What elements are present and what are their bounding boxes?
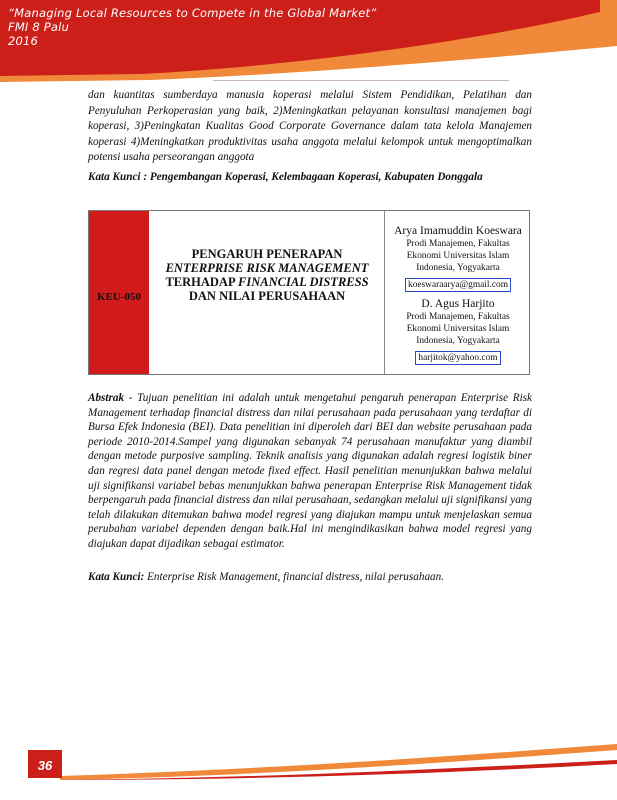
conference-header [8, 6, 376, 48]
keywords-text: Enterprise Risk Management, financial distress, nilai perusahaan. [144, 571, 445, 583]
title-line-2: ENTERPRISE RISK MANAGEMENT [165, 261, 369, 275]
abstract-label: Abstrak [88, 392, 125, 404]
abstract-text: - Tujuan penelitian ini adalah untuk mengetahui pengaruh penerapan Enterprise Risk Management terhadap financial distress dan nilai perusahaan pada perusahaan yang terdaftar di Bursa Efek Indonesia (BEI). Data penelitian ini diperoleh dari BEI dan website perusahaan pada periode 2010-2014.Sampel yang digunakan sebanyak 74 perusahaan manufaktur yang diambil dengan metode purposive sampling. Teknik analisis yang digunakan adalah regresi logistik biner dan regresi data panel dengan metode fixed effect. Hasil penelitian menunjukkan bahwa melalui uji signifikansi variabel bebas menunjukkan bahwa penerapan Enterprise Risk Management tidak berpengaruh pada financial distress dan nilai perusahaan, sedangkan melalui uji signifikansi yang telah dilakukan ditemukan bahwa model regresi yang diajukan mampu untuk menjelaskan semua perubahan variabel dependen dengan baik.Hal ini mengindikasikan bahwa model regresi yang diajukan dapat dijadikan sebagai estimator. [88, 392, 532, 550]
previous-abstract-continuation: dan kuantitas sumberdaya manusia koperasi melalui Sistem Pendidikan, Pelatihan dan Penyuluhan Perkoperasian yang baik, 2)Meningkatkan pelayanan konsultasi manajemen bagi koperasi, 3)Peningkatan Kualitas Good Corporate Governance dalam tata kelola Manajemen koperasi 4)Meningkatkan produktivitas usaha anggota melalui kelompok untuk mengoptimalkan potensi usaha perseorangan anggota [88, 89, 532, 163]
title-line-3-a: TERHADAP [165, 275, 239, 289]
author-email-link[interactable]: harjitok@yahoo.com [415, 351, 500, 365]
keywords-label: Kata Kunci: [88, 571, 145, 583]
author-name: Arya Imamuddin Koeswara [394, 225, 522, 237]
title-line-3 [157, 275, 377, 289]
author-affiliation: Prodi Manajemen, Fakultas [406, 312, 510, 322]
title-line-1: PENGARUH PENERAPAN [191, 247, 343, 261]
title-line-4: DAN NILAI PERUSAHAAN [188, 289, 346, 303]
column-divider [384, 211, 385, 374]
author-affiliation: Prodi Manajemen, Fakultas [406, 239, 510, 249]
author-name: D. Agus Harjito [421, 298, 495, 310]
page-number: 36 [37, 758, 53, 773]
author-block [387, 298, 529, 365]
paper-title [157, 247, 377, 303]
author-email-link[interactable]: koeswaraarya@gmail.com [405, 278, 511, 292]
footer-swoosh [0, 740, 617, 780]
paper-code-cell [89, 211, 149, 374]
author-affiliation: Ekonomi Universitas Islam [406, 324, 510, 334]
title-line-3-b: FINANCIAL DISTRESS [238, 275, 369, 289]
paper-code: KEU-050 [97, 291, 141, 303]
paper-header-box [88, 210, 530, 375]
abstract [88, 391, 532, 552]
header-year: 2016 [8, 34, 39, 48]
author-block [387, 225, 529, 292]
header-theme: “Managing Local Resources to Compete in the Global Market” [8, 6, 377, 20]
author-affiliation: Ekonomi Universitas Islam [406, 251, 510, 261]
author-affiliation: Indonesia, Yogyakarta [416, 263, 500, 273]
keywords [88, 571, 444, 583]
header-divider [213, 80, 509, 81]
previous-keywords: Kata Kunci : Pengembangan Koperasi, Kelembagaan Koperasi, Kabupaten Donggala [88, 171, 483, 183]
author-affiliation: Indonesia, Yogyakarta [416, 336, 500, 346]
header-event: FMI 8 Palu [8, 20, 70, 34]
